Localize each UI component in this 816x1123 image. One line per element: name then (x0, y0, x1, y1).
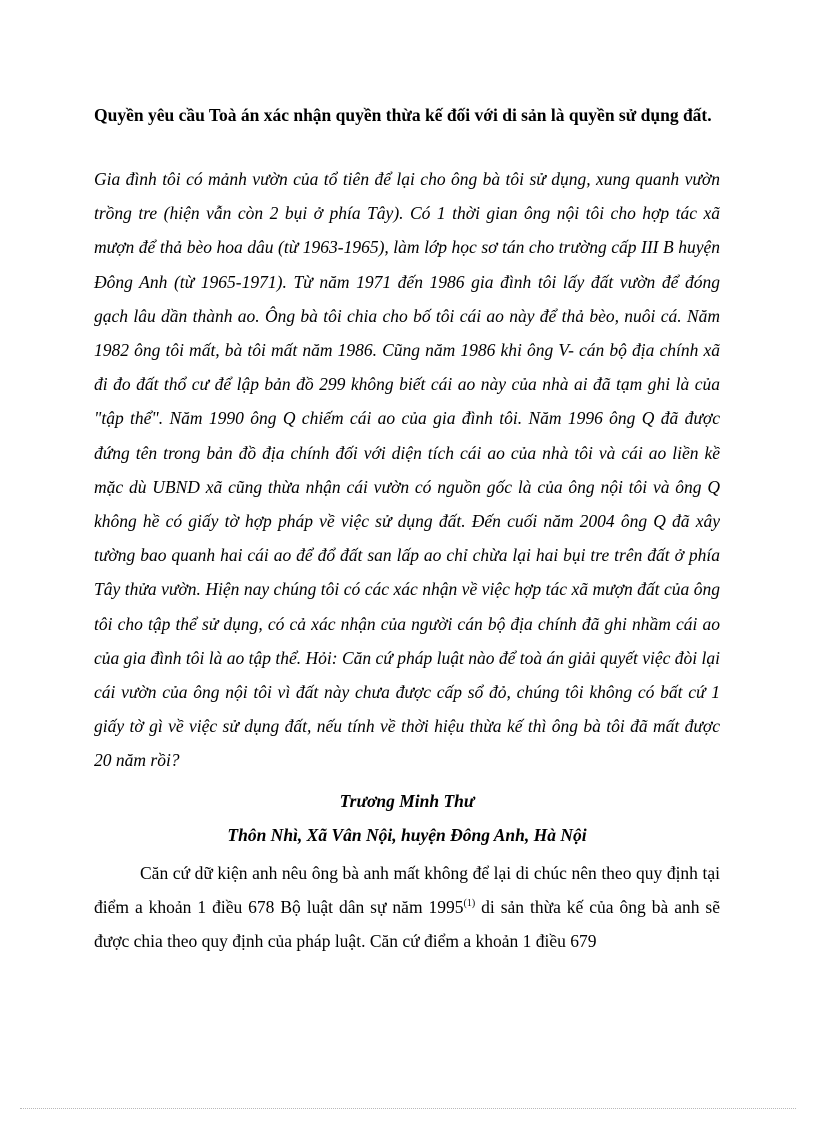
footnote-reference: (1) (463, 897, 476, 909)
document-page (94, 98, 720, 958)
article-title: Quyền yêu cầu Toà án xác nhận quyền thừa kế đối với di sản là quyền sử dụng đất. (94, 105, 712, 125)
reader-question: Gia đình tôi có mảnh vườn của tổ tiên để lại cho ông bà tôi sử dụng, xung quanh vườn trồng tre (hiện vẫn còn 2 bụi ở phía Tây). Có 1 thời gian ông nội tôi cho hợp tác xã mượn để thả bèo hoa dâu (từ 1963-1965), làm lớp học sơ tán cho trường cấp III B huyện Đông Anh (từ 1965-1971). Từ năm 1971 đến 1986 gia đình tôi lấy đất vườn để đóng gạch lâu dần thành ao. Ông bà tôi chia cho bố tôi cái ao này để thả bèo, nuôi cá. Năm 1982 ông tôi mất, bà tôi mất năm 1986. Cũng năm 1986 khi ông V- cán bộ địa chính xã đi đo đất thổ cư để lập bản đồ 299 không biết cái ao này của nhà ai đã tạm ghi là của "tập thể". Năm 1990 ông Q chiếm cái ao của gia đình tôi. Năm 1996 ông Q đã được đứng tên trong bản đồ địa chính đối với diện tích cái ao của nhà tôi và cái ao liền kề mặc dù UBND xã cũng thừa nhận cái vườn có nguồn gốc là của ông nội tôi và ông Q không hề có giấy tờ hợp pháp về việc sử dụng đất. Đến cuối năm 2004 ông Q đã xây tường bao quanh hai cái ao để đổ đất san lấp ao chỉ chừa lại hai bụi tre trên đất ở phía Tây thửa vườn. Hiện nay chúng tôi có các xác nhận về việc hợp tác xã mượn đất của ông tôi cho tập thể sử dụng, có cả xác nhận của người cán bộ địa chính đã ghi nhầm cái ao của gia đình tôi là ao tập thể. Hỏi: Căn cứ pháp luật nào để toà án giải quyết việc đòi lại cái vườn của ông nội tôi vì đất này chưa được cấp sổ đỏ, chúng tôi không có bất cứ 1 giấy tờ gì về việc sử dụng đất, nếu tính về thời hiệu thừa kế thì ông bà tôi đã mất được 20 năm rồi? (94, 169, 720, 771)
answer-text-part2: di sản thừa kế của ông bà anh sẽ được chia theo quy định của pháp luật. Căn cứ điểm a khoản 1 điều 679 (94, 896, 720, 951)
page-bottom-divider (20, 1108, 796, 1109)
answer-text-part1: Căn cứ dữ kiện anh nêu ông bà anh mất không để lại di chúc nên theo quy định tại điểm a khoản 1 điều 678 Bộ luật dân sự năm 1995 (94, 862, 720, 917)
author-address: Thôn Nhì, Xã Vân Nội, huyện Đông Anh, Hà Nội (227, 824, 587, 845)
answer-paragraph (94, 856, 720, 958)
author-name: Trương Minh Thư (339, 790, 475, 811)
